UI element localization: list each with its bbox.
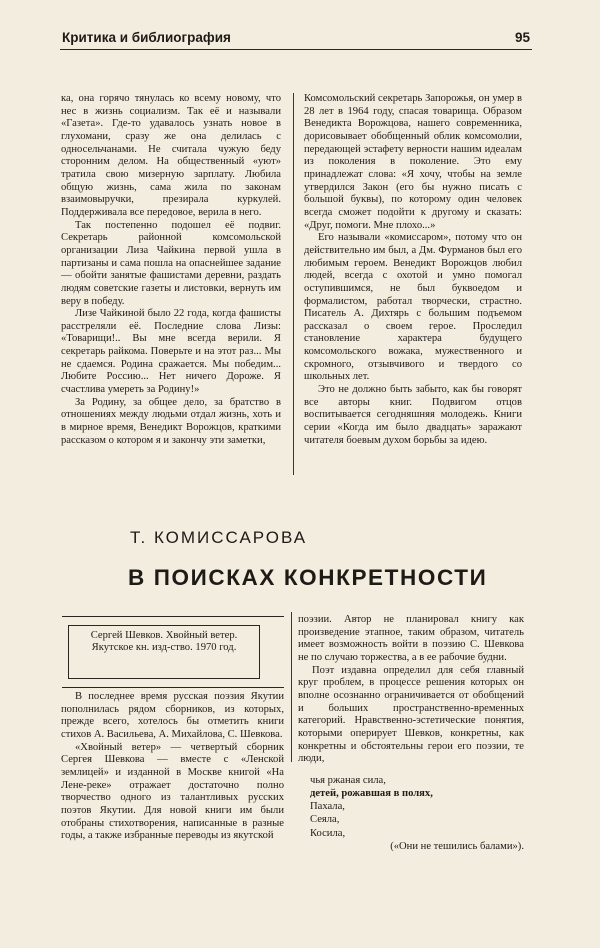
column-top-left <box>61 93 281 447</box>
paragraph: За Родину, за общее дело, за братство в отношениях между людьми отдал жизнь, хоть и в мирное время, Венедикт Ворожцов, краткими рассказом о котором я и закончу эти заметки, <box>61 396 281 446</box>
paragraph: В последнее время русская поэзия Якутии пополнилась рядом сборников, из которых, прежде всего, хотелось бы отметить книги стихов А. Васильева, А. Михайлова, С. Шевкова. <box>61 691 284 740</box>
paragraph: Его называли «комиссаром», потому что он действительно им был, а Дм. Фурманов был его любимым героем. Венедикт Ворожцов любил людей, всегда с охотой и умно помогал оступившимся, не был буквоедом и формалистом, работал творчески, страстно. Писатель А. Дихтярь с большим подъемом рассказал о своем герое. Проследил становление характера будущего комсомольского вожака, мужественного и скромного, отзывчивого и твердого со школьных лет. <box>304 232 522 383</box>
verse-line: детей, рожавшая в полях, <box>310 788 433 800</box>
verse-line: Пахала, <box>310 801 345 813</box>
page-number: 95 <box>514 30 530 45</box>
paragraph: Комсомольский секретарь Запорожья, он умер в 28 лет в 1964 году, спасая товарища. Образом Венедикта Ворожцова, нашего современника, дорисовывает обобщенный облик комсомолии, передающей эстафету верности нашим идеалам из поколения в поколение. Это ему принадлежат слова: «Я хочу, чтобы на земле утвердился Закон (его бы нужно писать с большой буквы), по которому один человек всегда сможет подойти к другому и сказать: «Друг, помоги. Мне плохо...» <box>304 93 522 231</box>
column-bottom-right <box>298 614 524 853</box>
bibliography-box <box>62 616 284 688</box>
paragraph: Это не должно быть забыто, как бы говорят все авторы книг. Подвигом отцов воспитывается сегодняшняя молодежь. Книги серии «Когда им было двадцать» заражают читателя боевым духом борьбы за идею. <box>304 384 522 446</box>
paragraph: Лизе Чайкиной было 22 года, когда фашисты расстреляли её. Последние слова Лизы: «Товарищи!.. Вы мне всегда верили. Я секретарь райкома. Поверьте и на этот раз... Мы не сдаемся. Родина сражается. Мы победим... Любите Россию... Нет ничего Дороже. Я счастлива умереть за Родину!» <box>61 308 281 396</box>
running-head <box>62 30 530 45</box>
verse-line: Косила, <box>310 827 346 839</box>
verse-source: («Они не тешились балами»). <box>390 840 524 852</box>
verse-quote <box>298 774 524 853</box>
paragraph: Поэт издавна определил для себя главный круг проблем, в процессе решения которых он вполне осознанно ограничивается от обобщений и больших пространственно-временных категорий. Нравственно-эстетические понятия, которыми оперирует Шевков, конкретны, как конкретны и обстоятельны герои его поэзии, те люди, <box>298 664 524 765</box>
column-divider <box>293 93 294 475</box>
paragraph: Так постепенно подошел её подвиг. Секретарь районной комсомольской организации Лиза Чайкина первой ушла в партизаны и сама пошла на опаснейшее задание — обойти занятые фашистами деревни, раздать людям советские газеты и листовки, вернуть им веру в победу. <box>61 219 281 307</box>
bibliography-reference: Сергей Шевков. Хвойный ветер. Якутское кн. изд-ство. 1970 год. <box>68 625 260 679</box>
article-title: В ПОИСКАХ КОНКРЕТНОСТИ <box>128 565 488 590</box>
paragraph: ка, она горячо тянулась ко всему новому, что нес в жизнь социализм. Так её и называли «Газета». Где-то удавалось узнать новое в глухомани, сразу же она делилась с односельчанами. Не считала чужую беду сторонним делом. На общественный «уют» тратила свою мизерную зарплату. Любила общую жизнь, сама жила по законам взаимовыручки, презирала куркулей. Поддерживала все передовое, верила в него. <box>61 93 281 218</box>
verse-line: чья ржаная сила, <box>310 774 386 786</box>
column-top-right <box>304 93 522 447</box>
paragraph: «Хвойный ветер» — четвертый сборник Сергея Шевкова — вместе с «Ленской землицей» и изданной в Москве книгой «На Лене-реке» отражает достаточно полно творчество одного из талантливых русских поэтов Якутии. Для новой книги им были отобраны стихотворения, написанные в разные годы, а также избранные переводы из якутской <box>61 741 284 842</box>
column-bottom-left <box>61 691 284 843</box>
verse-line: Сеяла, <box>310 814 340 826</box>
header-rule <box>60 49 532 50</box>
paragraph: поэзии. Автор не планировал книгу как произведение этапное, таким образом, читатель имеет возможность войти в поэзию С. Шевкова не по случаю торжества, а в ее рабочие будни. <box>298 614 524 663</box>
column-divider <box>291 612 292 762</box>
article-author: Т. КОМИССАРОВА <box>130 528 308 547</box>
section-title: Критика и библиография <box>62 30 231 45</box>
